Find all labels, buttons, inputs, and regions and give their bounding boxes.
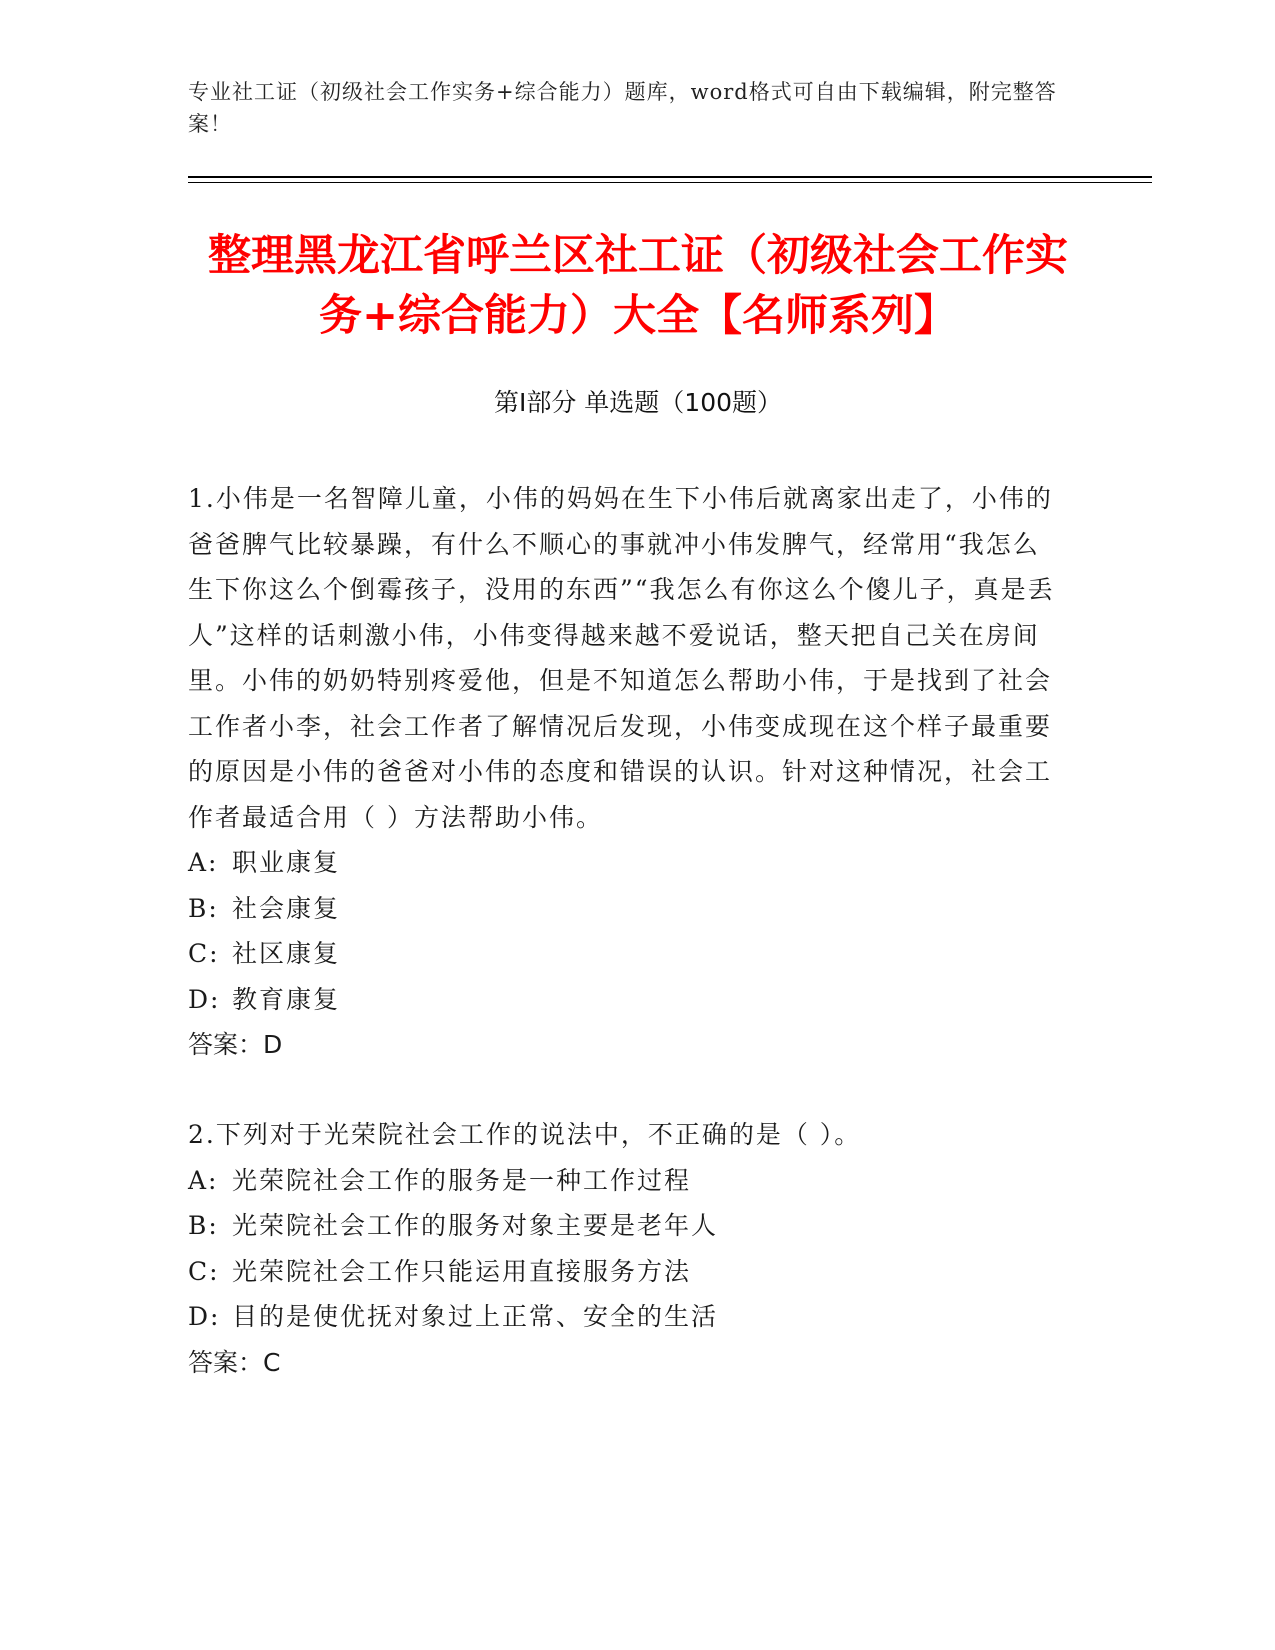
- option-b: [188, 1203, 1058, 1249]
- option-key: A:: [188, 1165, 219, 1195]
- option-c: [188, 1249, 1058, 1295]
- option-text: 社区康复: [232, 939, 341, 968]
- option-a: [188, 1158, 1058, 1204]
- option-a: [188, 840, 1058, 886]
- option-key: B:: [188, 893, 219, 923]
- option-key: D:: [188, 1302, 221, 1331]
- document-title: 整理黑龙江省呼兰区社工证（初级社会工作实务+综合能力）大全【名师系列】: [208, 231, 1068, 341]
- option-key: A:: [188, 848, 219, 877]
- option-d: [188, 1294, 1058, 1340]
- option-text: 职业康复: [232, 848, 341, 877]
- option-key: C:: [188, 1256, 220, 1286]
- option-key: D:: [188, 984, 221, 1014]
- option-key: B:: [188, 1211, 219, 1240]
- option-c: [188, 931, 1058, 977]
- header-rule-thick: [188, 176, 1152, 178]
- answer: 答案：C: [188, 1347, 281, 1377]
- option-text: 目的是使优抚对象过上正常、安全的生活: [232, 1302, 719, 1331]
- question-stem: 2.下列对于光荣院社会工作的说法中，不正确的是（ ）。: [188, 1120, 862, 1149]
- question-stem: 1.小伟是一名智障儿童，小伟的妈妈在生下小伟后就离家出走了，小伟的爸爸脾气比较暴躁，有什么不顺心的事就冲小伟发脾气，经常用“我怎么生下你这么个倒霉孩子，没用的东西”“我怎么有你这么个傻儿子，真是丢人”这样的话刺激小伟，小伟变得越来越不爱说话，整天把自己关在房间里。小伟的奶奶特别疼爱他，但是不知道怎么帮助小伟，于是找到了社会工作者小李，社会工作者了解情况后发现，小伟变成现在这个样子最重要的原因是小伟的爸爸对小伟的态度和错误的认识。针对这种情况，社会工作者最适合用（ ）方法帮助小伟。: [188, 484, 1055, 832]
- answer: 答案：D: [188, 1030, 283, 1059]
- option-text: 光荣院社会工作的服务是一种工作过程: [232, 1165, 692, 1195]
- option-text: 社会康复: [232, 893, 341, 923]
- option-d: [188, 977, 1058, 1023]
- header-note: 专业社工证（初级社会工作实务+综合能力）题库，word格式可自由下载编辑，附完整答案！: [188, 80, 1057, 136]
- question-1: [188, 476, 1058, 1068]
- header-rule-thin: [188, 182, 1152, 183]
- option-text: 光荣院社会工作只能运用直接服务方法: [232, 1256, 692, 1286]
- option-key: C:: [188, 939, 220, 968]
- question-2: [188, 1112, 1058, 1385]
- option-b: [188, 886, 1058, 932]
- section-heading: 第Ⅰ部分 单选题（100题）: [493, 388, 783, 417]
- option-text: 教育康复: [232, 984, 341, 1014]
- option-text: 光荣院社会工作的服务对象主要是老年人: [232, 1211, 719, 1240]
